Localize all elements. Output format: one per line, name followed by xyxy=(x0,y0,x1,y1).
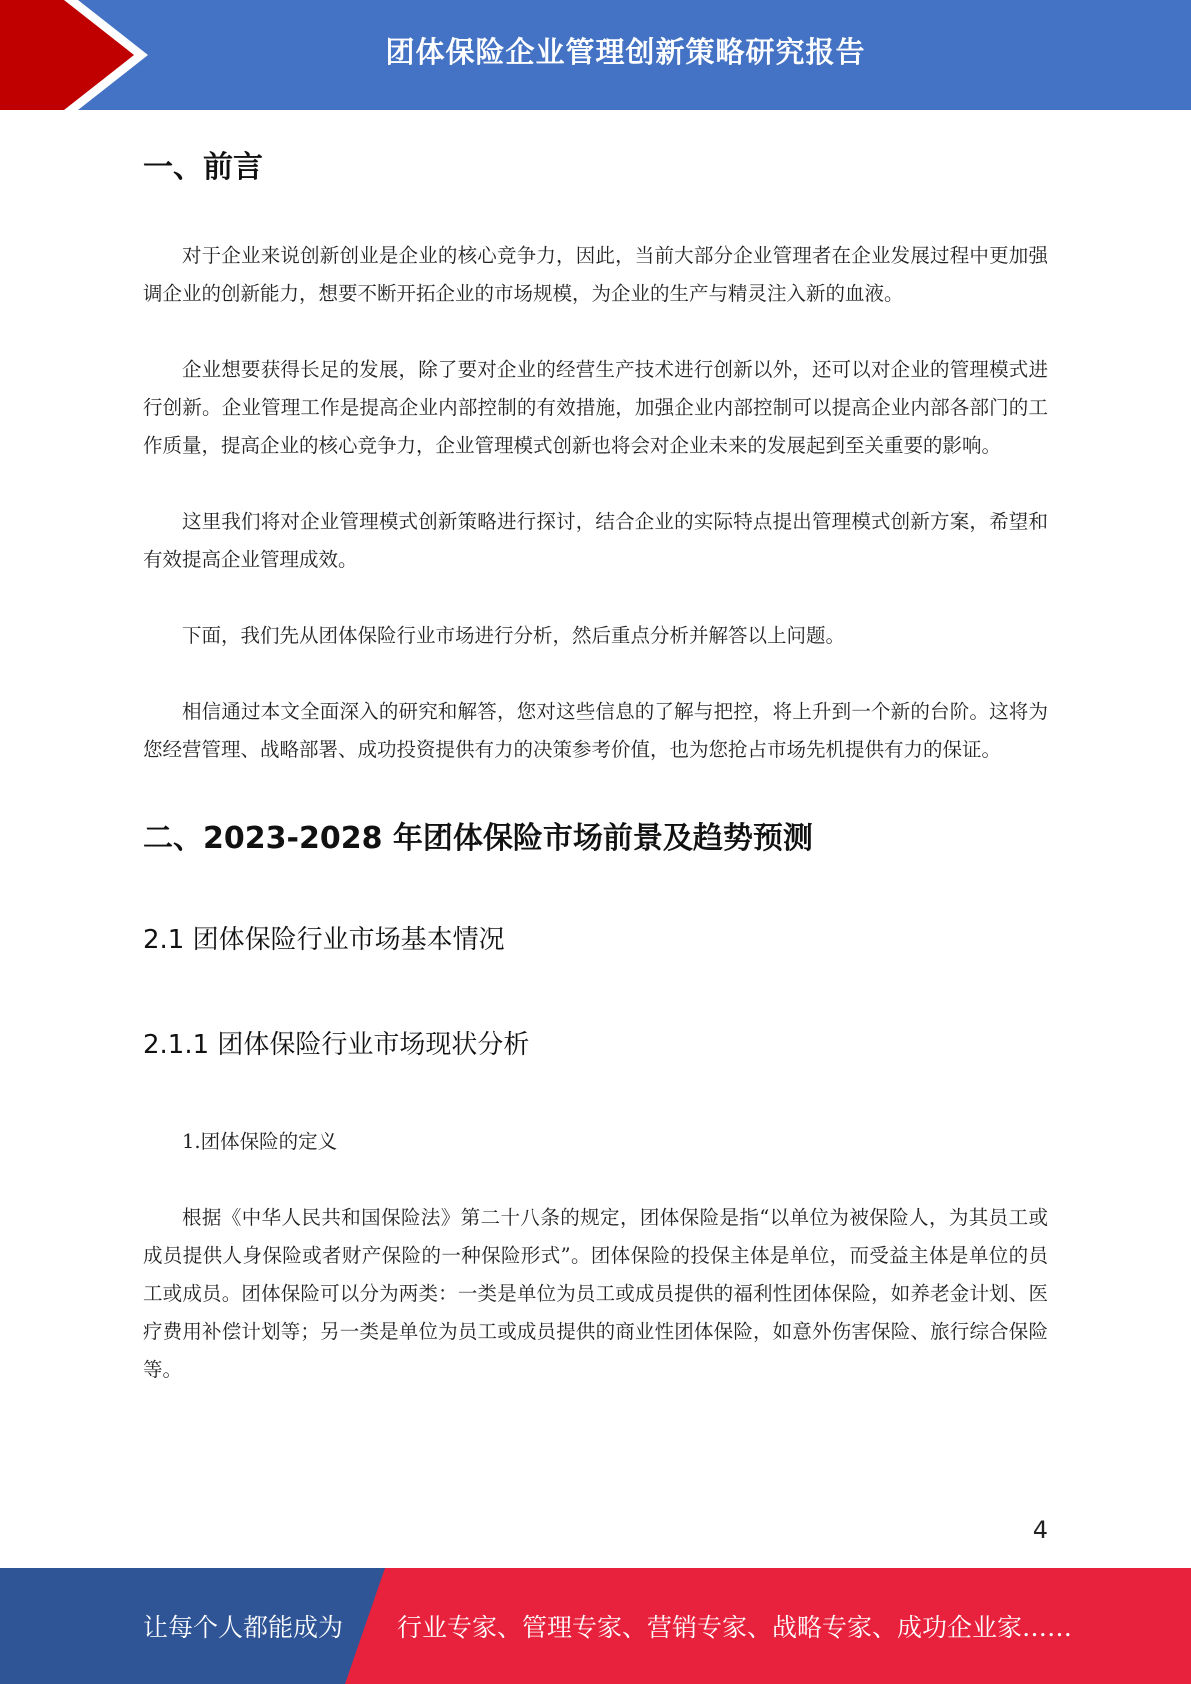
paragraph: 相信通过本文全面深入的研究和解答，您对这些信息的了解与把控，将上升到一个新的台阶。这将为您经营管理、战略部署、成功投资提供有力的决策参考价值，也为您抢占市场先机提供有力的保证。 xyxy=(143,700,1048,761)
page-footer xyxy=(0,1568,1191,1684)
section-2-heading: 二、2023-2028 年团体保险市场前景及趋势预测 xyxy=(143,821,813,856)
paragraph: 这里我们将对企业管理模式创新策略进行探讨，结合企业的实际特点提出管理模式创新方案，希望和有效提高企业管理成效。 xyxy=(143,510,1048,571)
section-1-heading: 一、前言 xyxy=(143,150,263,185)
list-item-heading: 1.团体保险的定义 xyxy=(182,1130,338,1153)
page-header xyxy=(0,0,1191,110)
page-number: 4 xyxy=(1032,1516,1048,1544)
subsection-2-1-heading: 2.1 团体保险行业市场基本情况 xyxy=(143,925,505,955)
footer-slogan-right: 行业专家、管理专家、营销专家、战略专家、成功企业家…… xyxy=(397,1613,1073,1642)
document-body xyxy=(143,120,1048,1389)
paragraph: 对于企业来说创新创业是企业的核心竞争力，因此，当前大部分企业管理者在企业发展过程中更加强调企业的创新能力，想要不断开拓企业的市场规模，为企业的生产与精灵注入新的血液。 xyxy=(143,244,1048,305)
report-title: 团体保险企业管理创新策略研究报告 xyxy=(385,34,866,69)
paragraph: 企业想要获得长足的发展，除了要对企业的经营生产技术进行创新以外，还可以对企业的管理模式进行创新。企业管理工作是提高企业内部控制的有效措施，加强企业内部控制可以提高企业内部各部门的工作质量，提高企业的核心竞争力，企业管理模式创新也将会对企业未来的发展起到至关重要的影响。 xyxy=(143,358,1048,457)
paragraph: 根据《中华人民共和国保险法》第二十八条的规定，团体保险是指“以单位为被保险人，为其员工或成员提供人身保险或者财产保险的一种保险形式”。团体保险的投保主体是单位，而受益主体是单位的员工或成员。团体保险可以分为两类：一类是单位为员工或成员提供的福利性团体保险，如养老金计划、医疗费用补偿计划等；另一类是单位为员工或成员提供的商业性团体保险，如意外伤害保险、旅行综合保险等。 xyxy=(143,1206,1048,1381)
paragraph: 下面，我们先从团体保险行业市场进行分析，然后重点分析并解答以上问题。 xyxy=(182,624,846,647)
subsection-2-1-1-heading: 2.1.1 团体保险行业市场现状分析 xyxy=(143,1030,530,1060)
footer-slogan-left: 让每个人都能成为 xyxy=(143,1613,344,1642)
